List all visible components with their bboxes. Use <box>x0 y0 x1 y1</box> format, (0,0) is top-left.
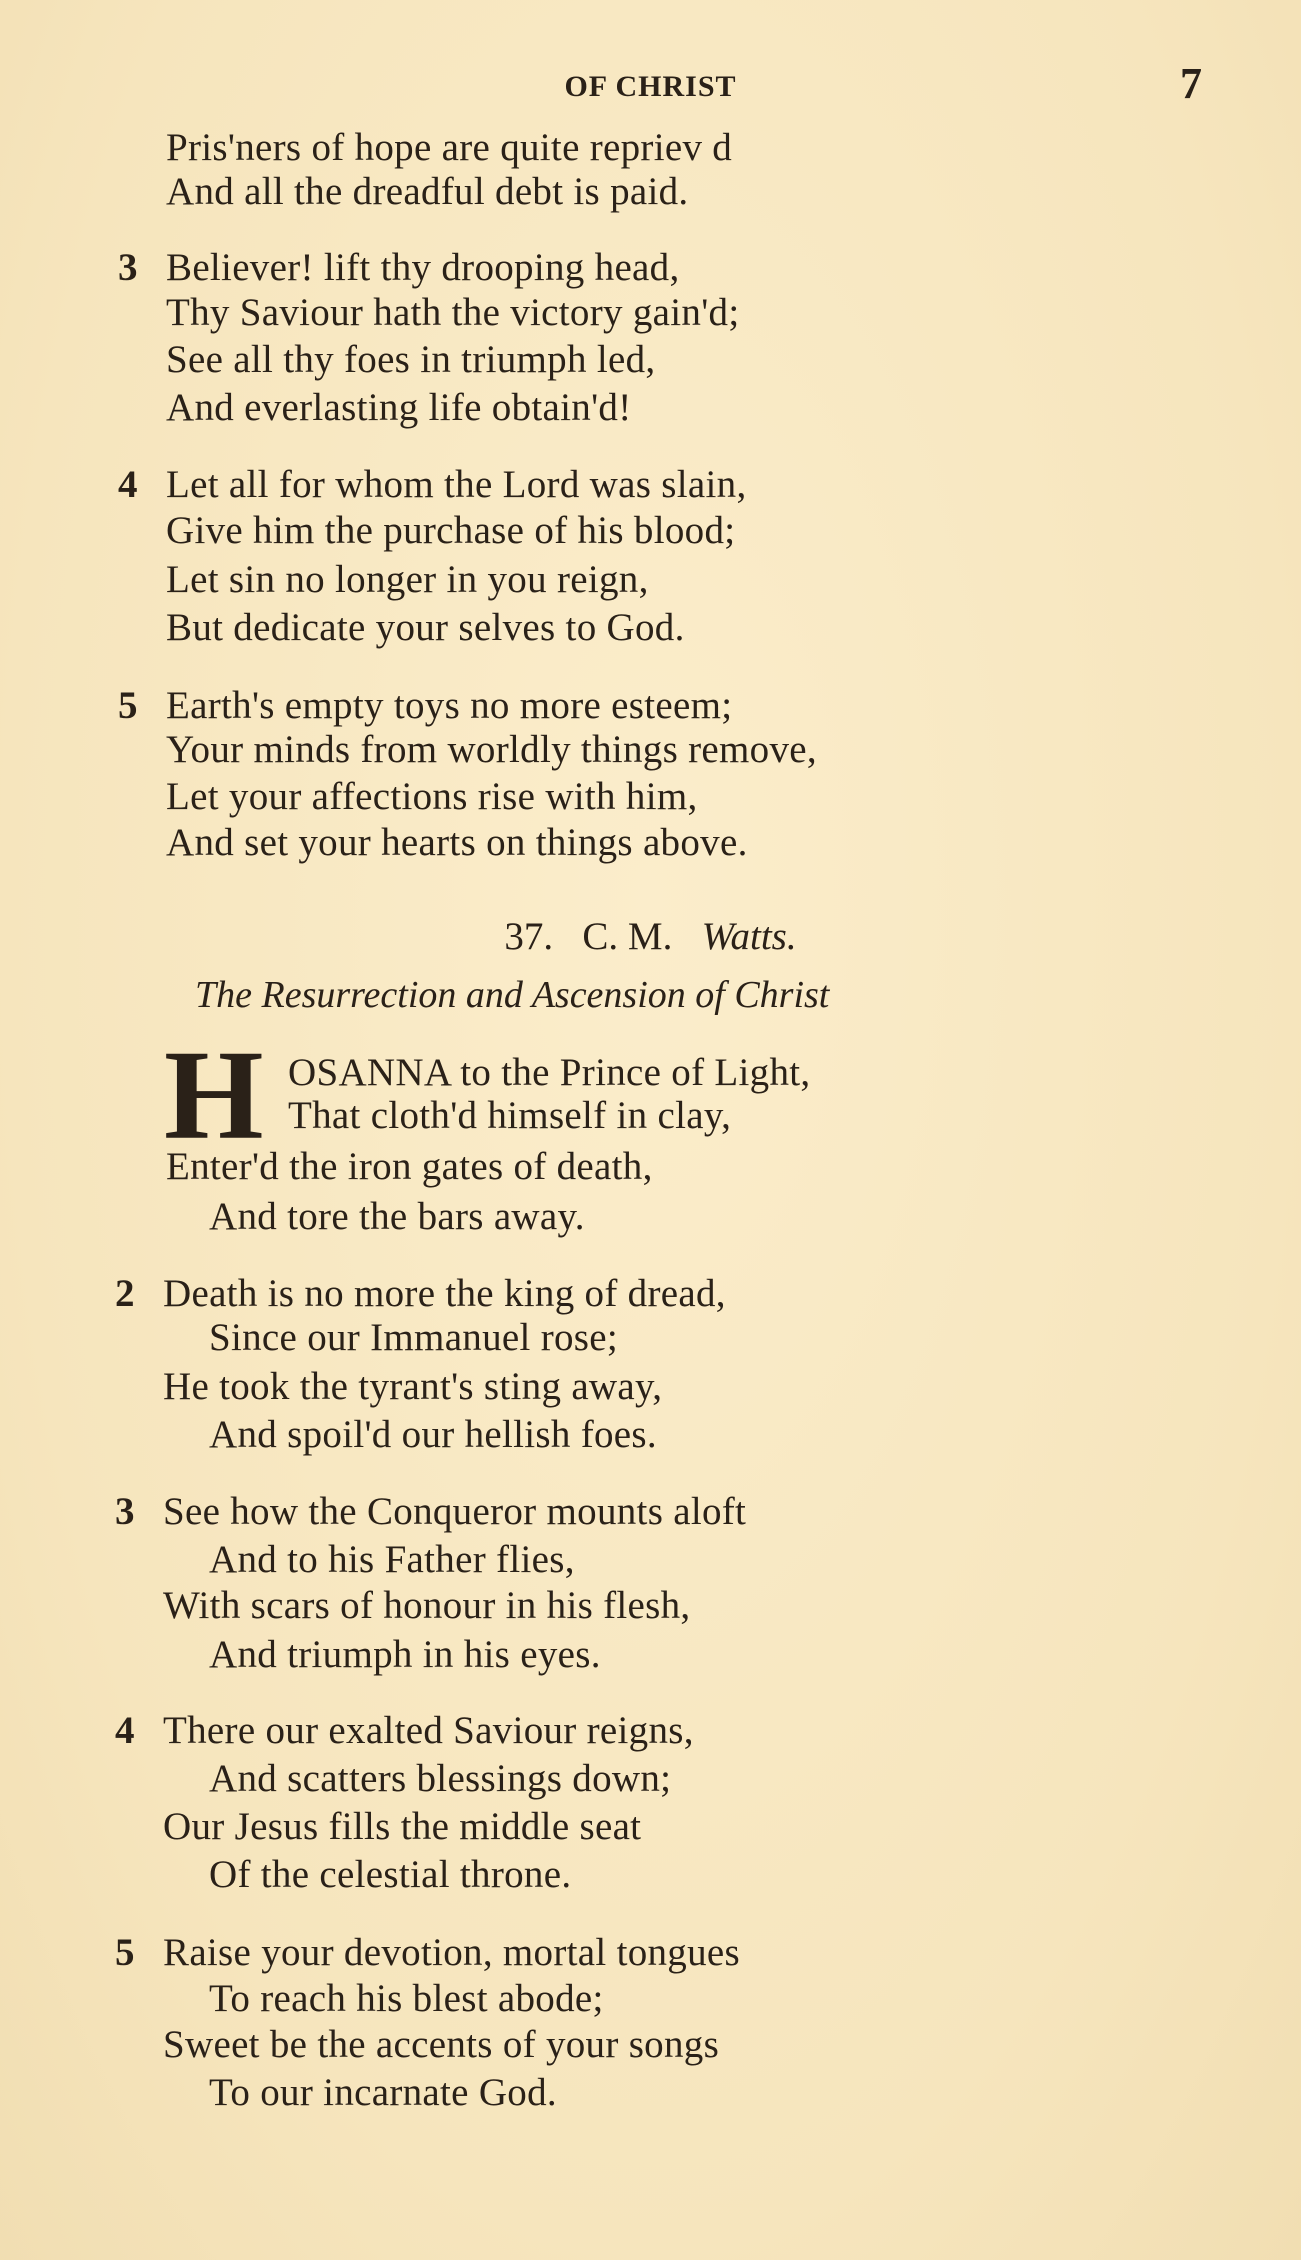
page-number: 7 <box>1180 59 1202 108</box>
verse-line: To reach his blest abode; <box>209 1977 604 2020</box>
hymn-subtitle: The Resurrection and Ascension of Christ <box>195 974 830 1016</box>
verse-number: 3 <box>118 246 138 289</box>
verse-line: Pris'ners of hope are quite repriev d <box>166 126 733 169</box>
verse-number: 4 <box>115 1709 135 1752</box>
verse-line: Our Jesus fills the middle seat <box>163 1805 642 1848</box>
verse-number: 4 <box>118 463 138 506</box>
verse-line: See all thy foes in triumph led, <box>166 338 656 381</box>
verse-line: Thy Saviour hath the victory gain'd; <box>166 291 740 334</box>
verse-line: OSANNA to the Prince of Light, <box>288 1051 811 1094</box>
verse-line: Of the celestial throne. <box>209 1853 572 1896</box>
verse-line: And to his Father flies, <box>209 1538 575 1581</box>
verse-line: And set your hearts on things above. <box>166 821 748 864</box>
verse-line: There our exalted Saviour reigns, <box>163 1709 694 1752</box>
verse-line: And tore the bars away. <box>209 1195 585 1238</box>
verse-line: And spoil'd our hellish foes. <box>209 1413 657 1456</box>
hymn-author: Watts. <box>701 915 797 958</box>
hymn-meter: C. M. <box>582 915 673 958</box>
verse-line: Enter'd the iron gates of death, <box>166 1145 653 1188</box>
verse-line: Sweet be the accents of your songs <box>163 2023 720 2066</box>
verse-line: Your minds from worldly things remove, <box>166 728 817 771</box>
verse-line: Let all for whom the Lord was slain, <box>166 463 747 506</box>
verse-line: Let sin no longer in you reign, <box>166 558 649 601</box>
verse-line: With scars of honour in his flesh, <box>163 1584 691 1627</box>
hymn-heading <box>0 914 1301 959</box>
verse-line: And everlasting life obtain'd! <box>166 386 632 429</box>
verse-number: 5 <box>118 684 138 727</box>
verse-number: 3 <box>115 1490 135 1533</box>
verse-line: To our incarnate God. <box>209 2071 557 2114</box>
hymn-number: 37. <box>504 915 554 958</box>
verse-line: And all the dreadful debt is paid. <box>166 170 689 213</box>
verse-line: He took the tyrant's sting away, <box>163 1365 663 1408</box>
drop-cap: H <box>164 1024 264 1166</box>
verse-line: Give him the purchase of his blood; <box>166 509 736 552</box>
verse-line: Let your affections rise with him, <box>166 775 698 818</box>
verse-line: Death is no more the king of dread, <box>163 1272 726 1315</box>
verse-line: See how the Conqueror mounts aloft <box>163 1490 747 1533</box>
verse-number: 5 <box>115 1931 135 1974</box>
verse-line: And triumph in his eyes. <box>209 1633 601 1676</box>
running-title: OF CHRIST <box>564 70 737 103</box>
verse-line: Believer! lift thy drooping head, <box>166 246 680 289</box>
verse-line: That cloth'd himself in clay, <box>288 1094 732 1137</box>
verse-line: But dedicate your selves to God. <box>166 606 685 649</box>
verse-line: And scatters blessings down; <box>209 1757 672 1800</box>
verse-line: Since our Immanuel rose; <box>209 1316 619 1359</box>
verse-line: Earth's empty toys no more esteem; <box>166 684 733 727</box>
verse-number: 2 <box>115 1272 135 1315</box>
verse-line: Raise your devotion, mortal tongues <box>163 1931 740 1974</box>
